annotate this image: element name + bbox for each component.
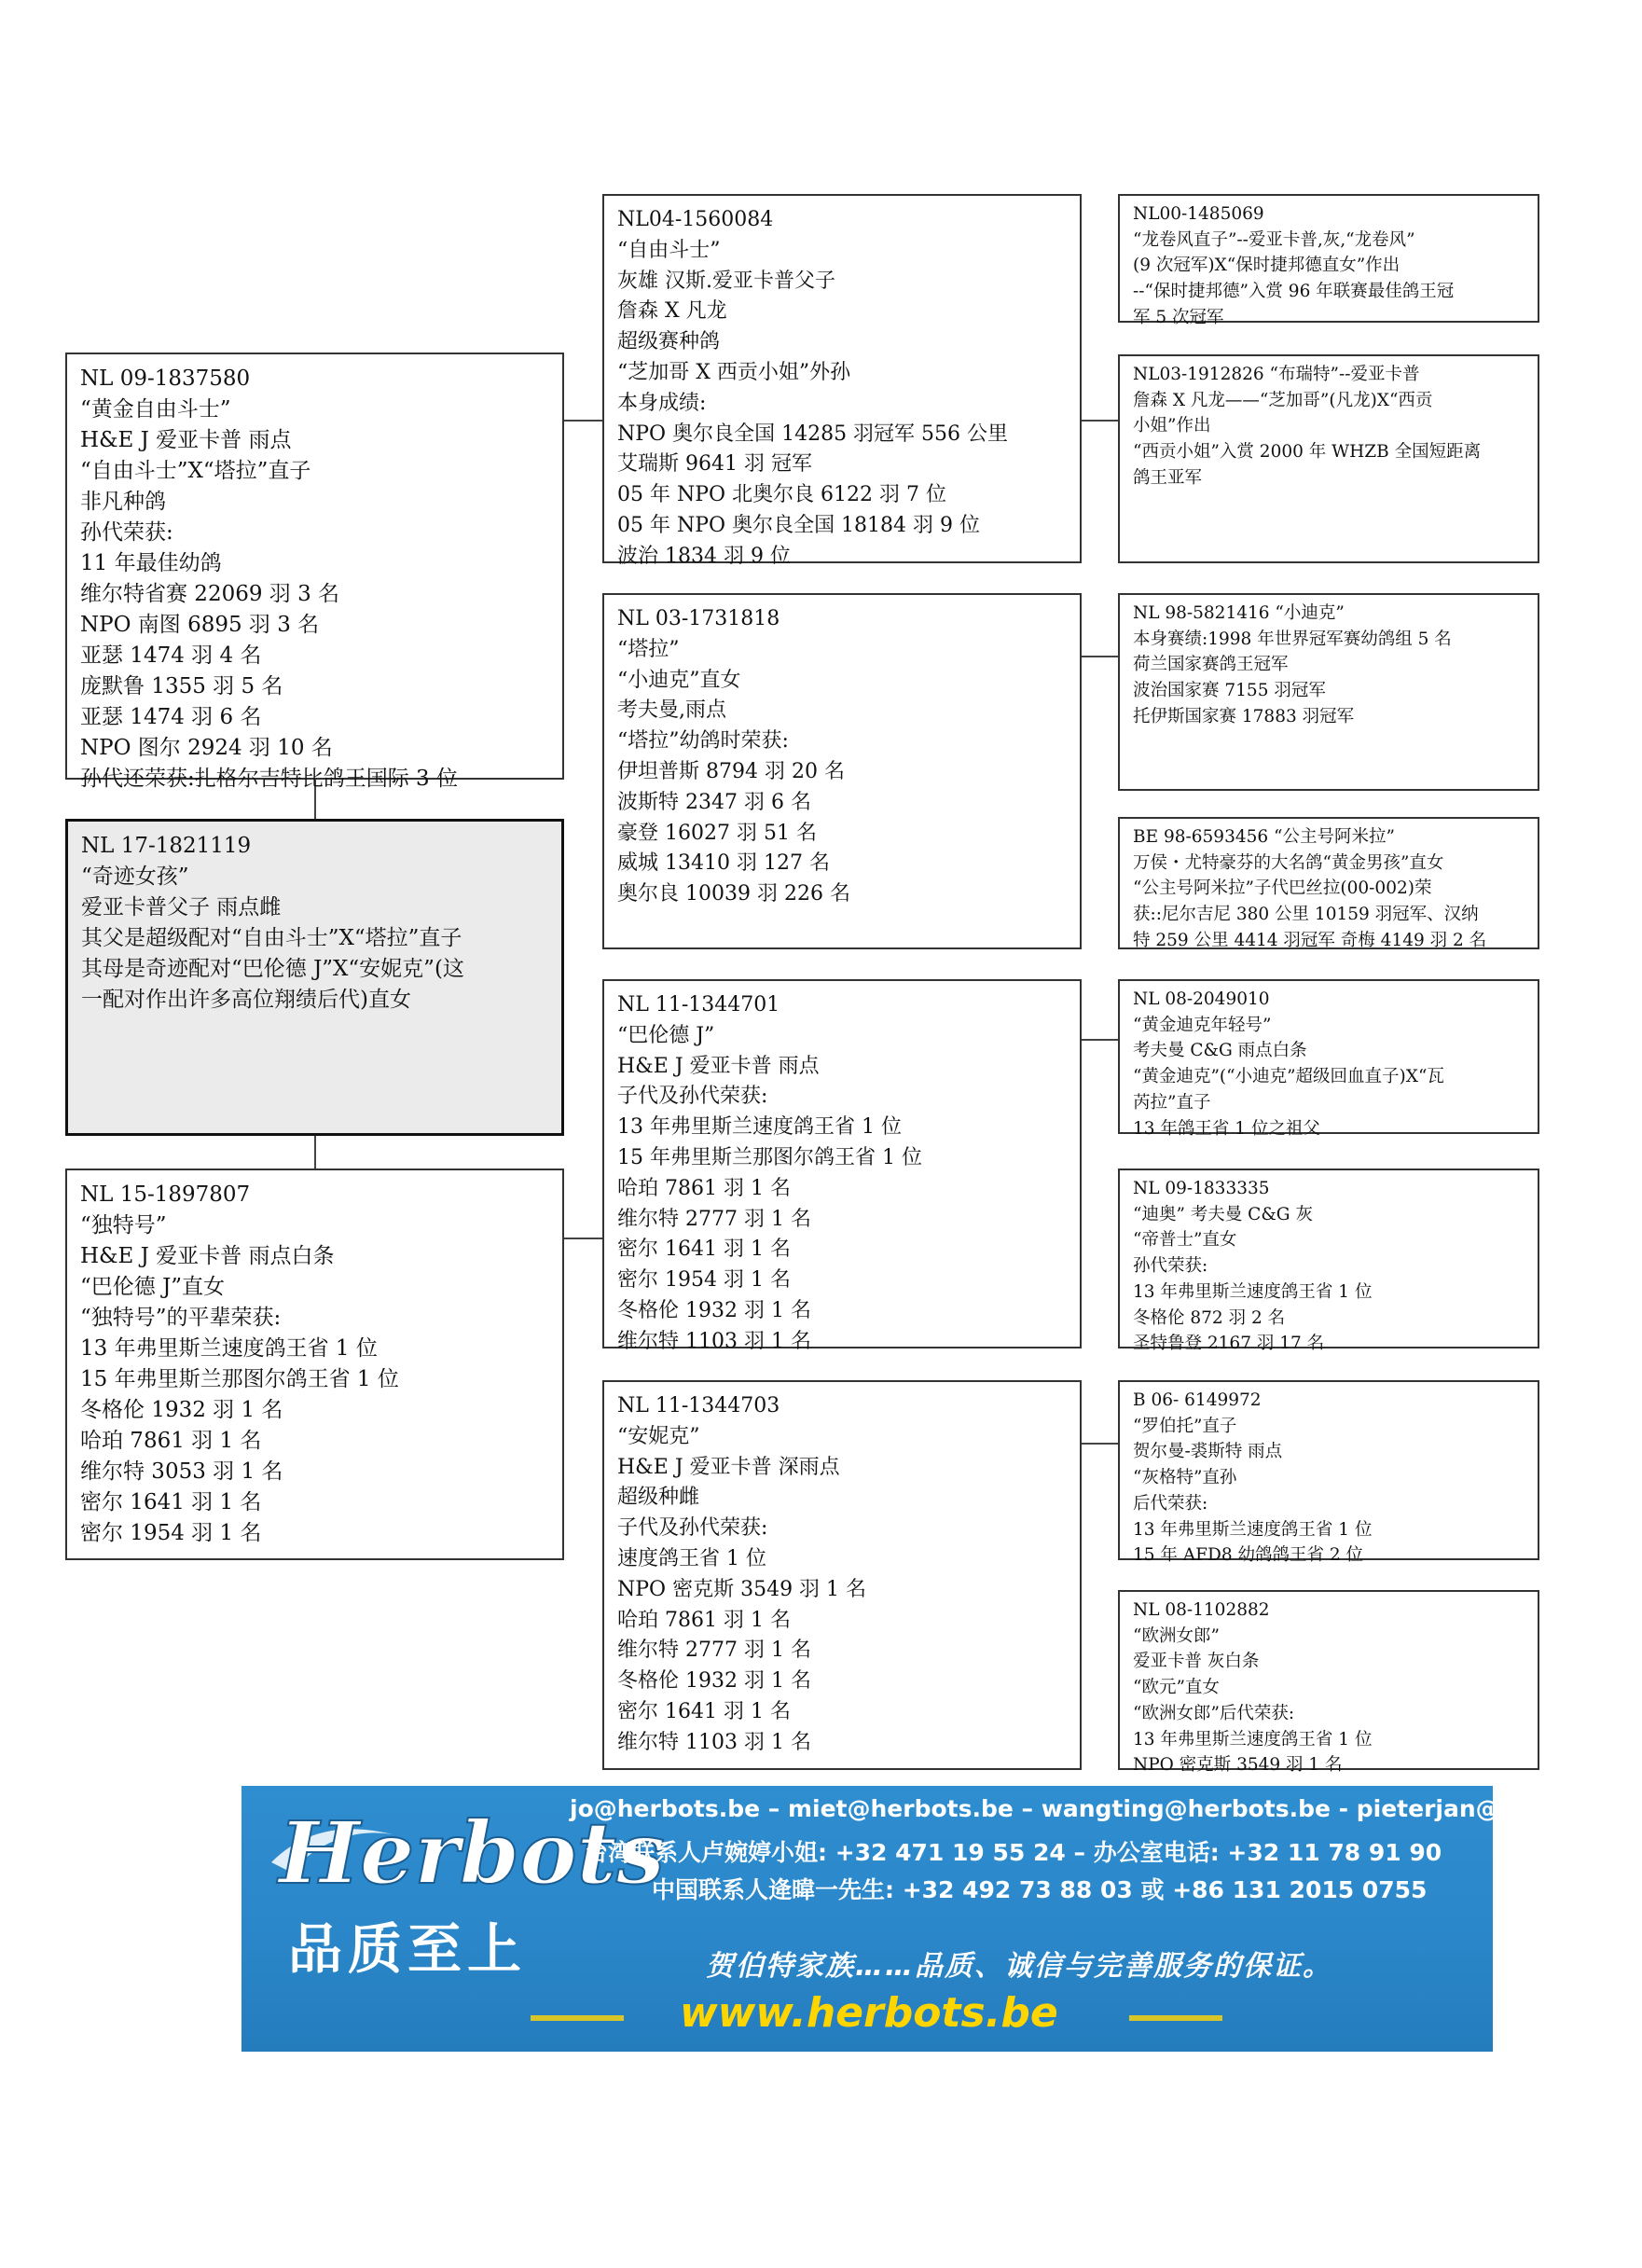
pedigree-line: 05 年 NPO 奥尔良全国 18184 羽 9 位 — [617, 513, 981, 537]
pedigree-line: “公主号阿米拉”子代巴丝拉(00-002)荣 — [1133, 878, 1432, 899]
pedigree-line: --“保时捷邦德”入赏 96 年联赛最佳鸽王冠 — [1133, 282, 1455, 302]
pedigree-line: 特 259 公里 4414 羽冠军 奇梅 4149 羽 2 名 — [1133, 930, 1487, 950]
pedigree-line: 15 年 AFD8 幼鸽鸽王省 2 位 — [1133, 1545, 1364, 1566]
pedigree-line: 13 年弗里斯兰速度鸽王省 1 位 — [1133, 1729, 1373, 1749]
sire-dam-id: NL 03-1731818 — [617, 607, 780, 630]
pedigree-line: 子代及孙代荣获: — [617, 1085, 768, 1109]
dss-lines — [1133, 1013, 1538, 1142]
pedigree-line: 超级赛种鸽 — [617, 330, 721, 354]
dam-dam-id: NL 11-1344703 — [617, 1394, 780, 1418]
pedigree-line: 13 年弗里斯兰速度鸽王省 1 位 — [80, 1336, 378, 1361]
dam-sire-lines — [617, 1021, 1080, 1358]
dam-dam-lines — [617, 1422, 1080, 1759]
pedigree-line: “欧洲女郎” — [1133, 1625, 1220, 1646]
pedigree-line: 冬格伦 1932 羽 1 名 — [80, 1398, 283, 1422]
pedigree-line: 密尔 1641 羽 1 名 — [617, 1699, 791, 1723]
pedigree-line: 孙代还荣获:扎格尔吉特比鸽王国际 3 位 — [80, 767, 459, 791]
pedigree-line: 考夫曼 C&G 雨点白条 — [1133, 1041, 1307, 1061]
pedigree-line: H&E J 爱亚卡普 雨点白条 — [80, 1244, 335, 1268]
email-list[interactable]: jo@herbots.be – miet@herbots.be – wangting@herbots.be - pieterjan@herbots.be — [570, 1795, 1642, 1822]
dam-sire-id: NL 11-1344701 — [617, 993, 780, 1016]
pedigree-line: “奇迹女孩” — [81, 864, 189, 889]
pedigree-line: 超级种雌 — [617, 1486, 700, 1510]
pedigree-line: 哈珀 7861 羽 1 名 — [80, 1429, 262, 1453]
pedigree-line: 密尔 1641 羽 1 名 — [80, 1490, 262, 1514]
pedigree-line: “欧元”直女 — [1133, 1678, 1220, 1698]
sss-lines — [1133, 228, 1538, 331]
pedigree-line: 贺尔曼-裘斯特 雨点 — [1133, 1442, 1283, 1462]
pedigree-line: 詹森 X 凡龙——“芝加哥”(凡龙)X“西贡 — [1133, 390, 1433, 410]
pedigree-line: 13 年鸽王省 1 位之祖父 — [1133, 1118, 1320, 1139]
pedigree-line: 孙代荣获: — [1133, 1256, 1208, 1277]
pedigree-line: 灰雄 汉斯.爱亚卡普父子 — [617, 269, 835, 293]
pedigree-line: 本身赛绩:1998 年世界冠军赛幼鸽组 5 名 — [1133, 629, 1452, 649]
pedigree-line: “自由斗士” — [617, 238, 721, 262]
pedigree-line: “巴伦德 J” — [617, 1023, 715, 1047]
dsd-lines — [1133, 1202, 1538, 1357]
sire-dam-lines — [617, 635, 1080, 910]
pedigree-line: NPO 密克斯 3549 羽 1 名 — [1133, 1755, 1343, 1776]
pedigree-line: H&E J 爱亚卡普 雨点 — [617, 1054, 820, 1078]
sds-lines — [1133, 627, 1538, 730]
dds-lines — [1133, 1414, 1538, 1569]
pedigree-line: “安妮克” — [617, 1424, 700, 1448]
herbots-banner — [241, 1786, 1642, 2052]
pedigree-line: 一配对作出许多高位翔绩后代)直女 — [81, 988, 411, 1012]
pedigree-line: H&E J 爱亚卡普 雨点 — [80, 428, 292, 452]
pedigree-line: “黄金自由斗士” — [80, 397, 231, 422]
pedigree-line: “塔拉”幼鸽时荣获: — [617, 729, 789, 754]
connector-line — [1081, 1443, 1118, 1445]
ssd-id: NL03-1912826 “布瑞特”--爱亚卡普 — [1133, 365, 1420, 384]
pedigree-line: “小迪克”直女 — [617, 668, 741, 692]
pedigree-line: 波治 1834 羽 9 位 — [617, 544, 791, 568]
pedigree-line: “迪奥” 考夫曼 C&G 灰 — [1133, 1204, 1313, 1224]
dds-id: B 06- 6149972 — [1133, 1390, 1262, 1410]
pedigree-line: 芮拉”直子 — [1133, 1092, 1211, 1113]
pedigree-line: NPO 图尔 2924 羽 10 名 — [80, 736, 333, 760]
connector-line — [1081, 420, 1118, 422]
pedigree-line: 小姐”作出 — [1133, 416, 1211, 436]
sdd-id: BE 98-6593456 “公主号阿米拉” — [1133, 827, 1395, 847]
pedigree-line: “黄金迪克年轻号” — [1133, 1015, 1272, 1035]
pedigree-line: 密尔 1954 羽 1 名 — [617, 1268, 791, 1293]
pedigree-line: 其母是奇迹配对“巴伦德 J”X“安妮克”(这 — [81, 957, 464, 981]
dam-box — [65, 1169, 564, 1560]
pedigree-line: 05 年 NPO 北奥尔良 6122 羽 7 位 — [617, 483, 947, 507]
pedigree-line: 孙代荣获: — [80, 520, 173, 545]
pedigree-line: 15 年弗里斯兰那图尔鸽王省 1 位 — [80, 1367, 399, 1391]
pedigree-line: (9 次冠军)X“保时捷邦德直女”作出 — [1133, 256, 1401, 276]
pedigree-line: 爱亚卡普 灰白条 — [1133, 1652, 1260, 1672]
connector-line — [314, 1136, 316, 1169]
sdd-box — [1118, 817, 1539, 949]
subject-lines — [81, 862, 561, 1016]
connector-line — [563, 1238, 602, 1239]
subject-id: NL 17-1821119 — [81, 834, 252, 858]
pedigree-line: 维尔特 1103 羽 1 名 — [617, 1730, 811, 1754]
ssd-box — [1118, 354, 1539, 563]
pedigree-line: 荷兰国家赛鸽王冠军 — [1133, 655, 1289, 675]
pedigree-line: 哈珀 7861 羽 1 名 — [617, 1608, 791, 1632]
dam-dam-box — [602, 1380, 1082, 1770]
dam-lines — [80, 1210, 562, 1549]
pedigree-line: 13 年弗里斯兰速度鸽王省 1 位 — [1133, 1519, 1373, 1540]
dsd-box — [1118, 1169, 1539, 1354]
pedigree-line: 考夫曼,雨点 — [617, 698, 726, 723]
pedigree-line: 后代荣获: — [1133, 1493, 1208, 1514]
pedigree-line: 伊坦普斯 8794 羽 20 名 — [617, 759, 845, 783]
pedigree-line: NPO 密克斯 3549 羽 1 名 — [617, 1577, 867, 1601]
pedigree-line: 冬格伦 1932 羽 1 名 — [617, 1298, 811, 1322]
pedigree-line: “灰格特”直孙 — [1133, 1468, 1237, 1488]
accent-bar-left — [531, 2015, 624, 2021]
pedigree-line: “独特号” — [80, 1213, 167, 1238]
pedigree-line: “龙卷风直子”--爱亚卡普,灰,“龙卷风” — [1133, 229, 1415, 250]
pedigree-line: “罗伯托”直子 — [1133, 1416, 1237, 1436]
pedigree-line: 冬格伦 872 羽 2 名 — [1133, 1307, 1286, 1328]
pedigree-line: “自由斗士”X“塔拉”直子 — [80, 459, 311, 483]
pedigree-line: 速度鸽王省 1 位 — [617, 1546, 766, 1570]
pedigree-line: 波斯特 2347 羽 6 名 — [617, 790, 811, 814]
pedigree-line: 13 年弗里斯兰速度鸽王省 1 位 — [1133, 1281, 1373, 1302]
pedigree-line: 密尔 1954 羽 1 名 — [80, 1521, 262, 1545]
dss-box — [1118, 979, 1539, 1139]
dsd-id: NL 09-1833335 — [1133, 1179, 1270, 1198]
dds-box — [1118, 1380, 1539, 1566]
dam-id: NL 15-1897807 — [80, 1182, 251, 1207]
pedigree-line: 密尔 1641 羽 1 名 — [617, 1238, 791, 1262]
pedigree-line: 艾瑞斯 9641 羽 冠军 — [617, 452, 812, 477]
ddd-lines — [1133, 1624, 1538, 1778]
pedigree-line: “塔拉” — [617, 637, 680, 661]
pedigree-line: 维尔特 1103 羽 1 名 — [617, 1329, 811, 1353]
sire-dam-box — [602, 593, 1082, 949]
pedigree-line: 子代及孙代荣获: — [617, 1516, 768, 1541]
sds-box — [1118, 593, 1539, 791]
ddd-id: NL 08-1102882 — [1133, 1600, 1270, 1620]
connector-line — [1081, 656, 1118, 657]
sss-box — [1118, 194, 1539, 327]
pedigree-line: 军 5 次冠军 — [1133, 307, 1224, 327]
pedigree-line: “欧洲女郎”后代荣获: — [1133, 1703, 1295, 1723]
pedigree-line: 本身成绩: — [617, 391, 707, 415]
sire-sire-id: NL04-1560084 — [617, 208, 774, 231]
slogan: 品质至上 — [288, 1917, 528, 1981]
pedigree-line: 庞默鲁 1355 羽 5 名 — [80, 674, 283, 698]
sdd-lines — [1133, 850, 1538, 954]
pedigree-line: 万侯・尤特豪芬的大名鸽“黄金男孩”直女 — [1133, 852, 1444, 873]
connector-line — [563, 420, 602, 422]
logo-text: Herbots — [279, 1803, 665, 1903]
sss-id: NL00-1485069 — [1133, 204, 1264, 224]
pedigree-line: 圣特鲁登 2167 羽 17 名 — [1133, 1334, 1325, 1354]
ssd-lines — [1133, 388, 1538, 491]
pedigree-line: 亚瑟 1474 羽 6 名 — [80, 705, 262, 729]
accent-bar-right — [1129, 2015, 1222, 2021]
pedigree-line: “芝加哥 X 西贡小姐”外孙 — [617, 360, 851, 384]
pedigree-line: 亚瑟 1474 羽 4 名 — [80, 643, 262, 668]
sire-sire-box — [602, 194, 1082, 568]
pedigree-line: 詹森 X 凡龙 — [617, 299, 727, 324]
pedigree-line: 其父是超级配对“自由斗士”X“塔拉”直子 — [81, 926, 462, 950]
pedigree-line: NPO 奥尔良全国 14285 羽冠军 556 公里 — [617, 422, 1009, 446]
dam-sire-box — [602, 979, 1082, 1353]
pedigree-line: 15 年弗里斯兰那图尔鸽王省 1 位 — [617, 1145, 922, 1169]
sire-lines — [80, 394, 562, 795]
subject-box — [65, 819, 564, 1136]
pedigree-line: “帝普士”直女 — [1133, 1230, 1237, 1251]
pedigree-line: 获::尼尔吉尼 380 公里 10159 羽冠军、汉纳 — [1133, 905, 1479, 925]
pedigree-line: 托伊斯国家赛 17883 羽冠军 — [1133, 706, 1355, 726]
china-contact: 中国联系人逄暐一先生: +32 492 73 88 03 或 +86 131 2015 0755 — [652, 1876, 1428, 1903]
pedigree-line: 维尔特 2777 羽 1 名 — [617, 1207, 811, 1231]
pedigree-line: “独特号”的平辈荣获: — [80, 1306, 282, 1330]
sire-sire-lines — [617, 236, 1080, 573]
pedigree-line: H&E J 爱亚卡普 深雨点 — [617, 1455, 840, 1479]
dss-id: NL 08-2049010 — [1133, 989, 1270, 1009]
pedigree-line: 爱亚卡普父子 雨点雌 — [81, 895, 282, 920]
pedigree-line: “西贡小姐”入赏 2000 年 WHZB 全国短距离 — [1133, 442, 1482, 463]
pedigree-line: 威城 13410 羽 127 名 — [617, 851, 830, 876]
ddd-box — [1118, 1590, 1539, 1776]
sds-id: NL 98-5821416 “小迪克” — [1133, 603, 1345, 623]
pedigree-line: 维尔特 2777 羽 1 名 — [617, 1639, 811, 1663]
pedigree-line: “巴伦德 J”直女 — [80, 1275, 226, 1299]
motto: 贺伯特家族……品质、诚信与完善服务的保证。 — [706, 1950, 1332, 1983]
pedigree-line: “黄金迪克”(“小迪克”超级回血直子)X“瓦 — [1133, 1067, 1444, 1087]
taiwan-contact: 台湾联系人卢婉婷小姐: +32 471 19 55 24 – 办公室电话: +32 11 78 91 90 — [585, 1839, 1442, 1866]
pedigree-line: 哈珀 7861 羽 1 名 — [617, 1176, 791, 1200]
connector-line — [1081, 1039, 1118, 1041]
pedigree-line: 鸽王亚军 — [1133, 467, 1203, 488]
pedigree-line: 奥尔良 10039 羽 226 名 — [617, 882, 850, 906]
pedigree-line: 非凡种鸽 — [80, 490, 166, 514]
pedigree-line: 13 年弗里斯兰速度鸽王省 1 位 — [617, 1115, 902, 1140]
pedigree-line: 豪登 16027 羽 51 名 — [617, 821, 817, 845]
pedigree-line: 波治国家赛 7155 羽冠军 — [1133, 681, 1326, 701]
website-link[interactable]: www.herbots.be — [680, 1989, 1058, 2037]
sire-id: NL 09-1837580 — [80, 366, 251, 391]
sire-box — [65, 353, 564, 791]
pedigree-line: 维尔特 3053 羽 1 名 — [80, 1459, 283, 1484]
pedigree-line: 冬格伦 1932 羽 1 名 — [617, 1669, 811, 1694]
pedigree-line: NPO 南图 6895 羽 3 名 — [80, 613, 320, 637]
pedigree-line: 维尔特省赛 22069 羽 3 名 — [80, 582, 340, 606]
pedigree-line: 11 年最佳幼鸽 — [80, 551, 222, 575]
